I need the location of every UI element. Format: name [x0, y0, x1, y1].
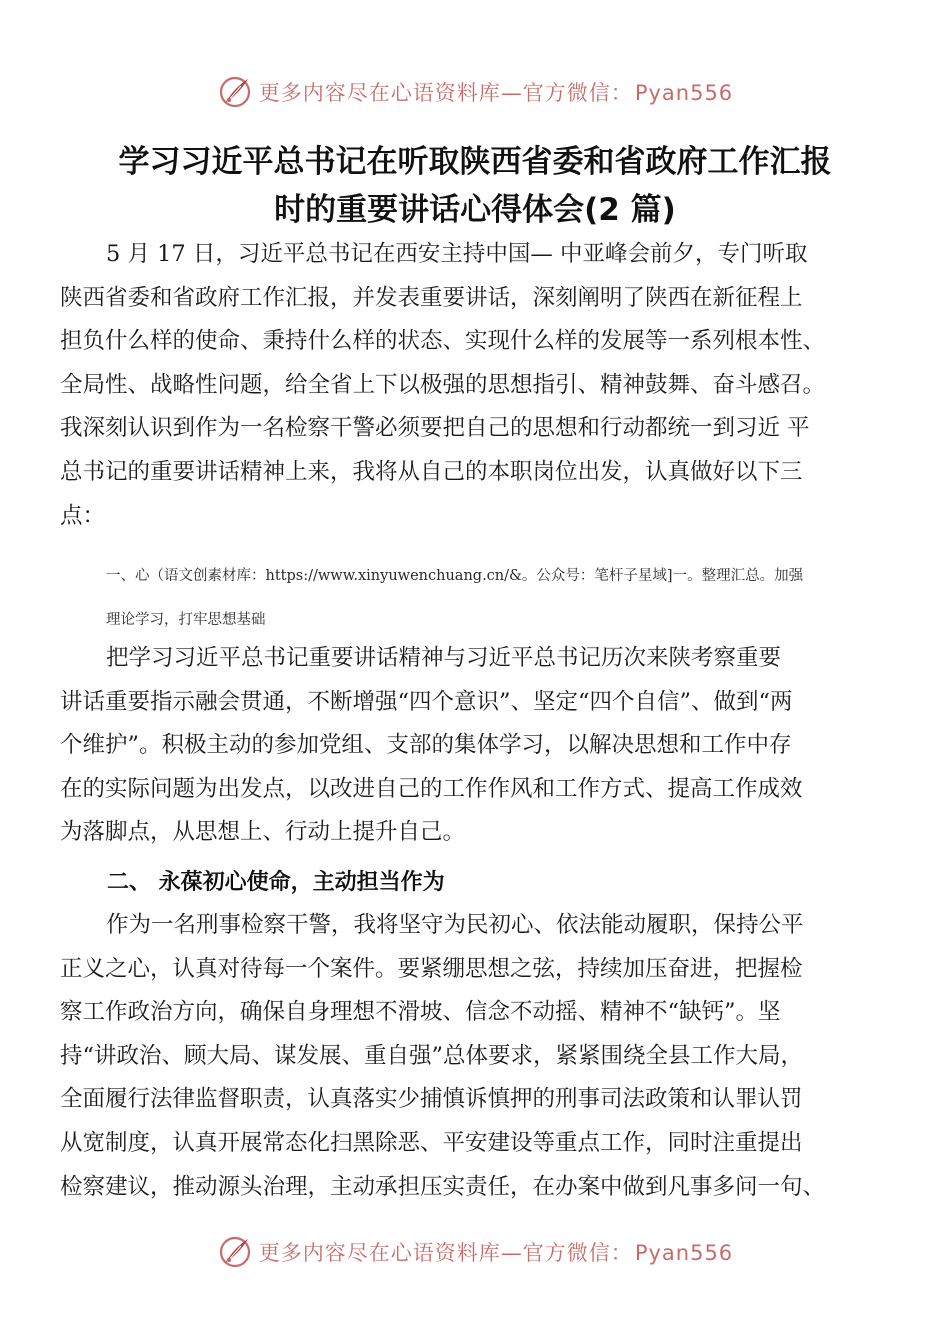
- paragraph-line: 正义之心，认真对待每一个案件。要紧绷思想之弦，持续加压奋进，把握检: [60, 955, 803, 982]
- banner-text: [259, 77, 733, 107]
- paragraph-line: 在的实际问题为出发点，以改进自己的工作作风和工作方式、提高工作成效: [60, 775, 803, 802]
- heading-line: 一、心（语文创素材库：https://www.xinyuwenchuang.cn/&。公众号：笔杆子星域]一。整理汇总。加强: [106, 568, 804, 584]
- section-1-heading: [106, 554, 926, 642]
- header-watermark-banner: [0, 72, 950, 112]
- banner-text: [259, 1237, 733, 1267]
- banner-label: 更多内容尽在心语资料库—官方微信：: [258, 81, 633, 105]
- footer-watermark-banner: [0, 1232, 950, 1272]
- paragraph-line: 从宽制度，认真开展常态化扫黑除恶、平安建设等重点工作，同时注重提出: [60, 1129, 803, 1156]
- heading-line: 理论学习，打牢思想基础: [106, 612, 266, 628]
- paragraph-line: 全面履行法律监督职责，认真落实少捕慎诉慎押的刑事司法政策和认罪认罚: [60, 1086, 803, 1113]
- paragraph-line: 5 月 17 日，习近平总书记在西安主持中国— 中亚峰会前夕，专门听取: [106, 241, 808, 267]
- banner-label: 更多内容尽在心语资料库—官方微信：: [258, 1241, 633, 1265]
- section-2-paragraph: [60, 904, 900, 1209]
- feather-pen-logo-icon: [217, 74, 253, 110]
- feather-pen-logo-icon: [217, 1234, 253, 1270]
- banner-wechat-id: Pyan556: [634, 81, 734, 105]
- paragraph-line: 作为一名刑事检察干警，我将坚守为民初心、依法能动履职，保持公平: [106, 912, 804, 938]
- paragraph-line: 讲话重要指示融会贯通，不断增强“四个意识”、坚定“四个自信”、做到“两: [60, 688, 793, 715]
- document-title: [40, 138, 910, 234]
- paragraph-line: 陕西省委和省政府工作汇报，并发表重要讲话，深刻阐明了陕西在新征程上: [60, 284, 803, 311]
- paragraph-line: 把学习习近平总书记重要讲话精神与习近平总书记历次来陕考察重要: [106, 645, 782, 671]
- paragraph-line: 我深刻认识到作为一名检察干警必须要把自己的思想和行动都统一到习近 平: [60, 415, 810, 442]
- paragraph-line: 全局性、战略性问题，给全省上下以极强的思想指引、精神鼓舞、奋斗感召。: [60, 371, 826, 398]
- paragraph-line: 为落脚点，从思想上、行动上提升自己。: [60, 819, 466, 846]
- title-line: 时的重要讲话心得体会(2 篇): [274, 192, 676, 228]
- paragraph-line: 担负什么样的使命、秉持什么样的状态、实现什么样的发展等一系列根本性、: [60, 328, 826, 355]
- section-1-paragraph: [60, 637, 900, 855]
- paragraph-line: 持“讲政治、顾大局、谋发展、重自强”总体要求，紧紧围绕全县工作大局，: [60, 1042, 804, 1069]
- paragraph-line: 点：: [60, 502, 106, 529]
- paragraph-line: 察工作政治方向，确保自身理想不滑坡、信念不动摇、精神不“缺钙”。坚: [60, 999, 781, 1026]
- paragraph-line: 总书记的重要讲话精神上来，我将从自己的本职岗位出发，认真做好以下三: [60, 458, 803, 485]
- paragraph-line: 个维护”。积极主动的参加党组、支部的集体学习，以解决思想和工作中存: [60, 732, 792, 759]
- title-line: 学习习近平总书记在听取陕西省委和省政府工作汇报: [118, 144, 832, 180]
- intro-paragraph: [60, 233, 900, 538]
- paragraph-line: 检察建议，推动源头治理，主动承担压实责任，在办案中做到凡事多问一句、: [60, 1173, 826, 1200]
- banner-wechat-id: Pyan556: [634, 1241, 734, 1265]
- section-2-heading: 二、 永葆初心使命，主动担当作为: [107, 870, 445, 895]
